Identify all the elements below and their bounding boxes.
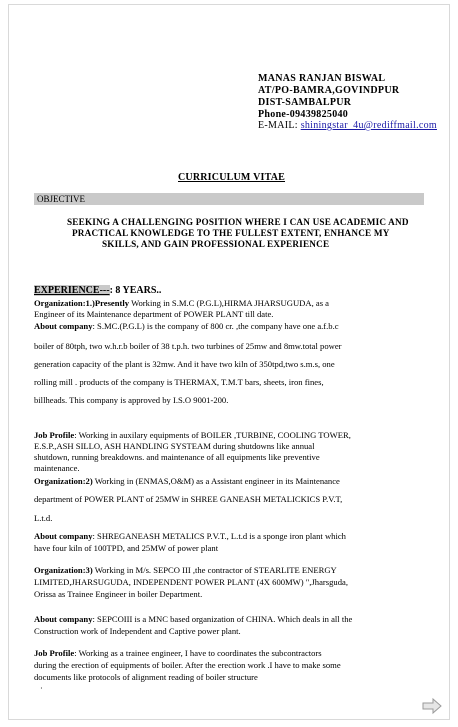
email-link[interactable]: shiningstar_4u@rediffmail.com bbox=[300, 120, 437, 131]
document-title: CURRICULUM VITAE bbox=[178, 172, 286, 183]
objective-heading: OBJECTIVE bbox=[34, 193, 424, 205]
job3-line-2: during the erection of equipments of boiler. After the erection work .I have to make some bbox=[34, 660, 341, 670]
org3-line-2: LIMITED,JHARSUGUDA, INDEPENDENT POWER PLANT (4X 600MW) ",Jharsguda, bbox=[34, 577, 348, 587]
email-row bbox=[258, 120, 437, 132]
org3-line-1 bbox=[34, 565, 337, 576]
address-line-1: AT/PO-BAMRA,GOVINDPUR bbox=[258, 85, 400, 96]
job3-line-1 bbox=[34, 648, 322, 659]
email-label: E-MAIL: bbox=[258, 120, 298, 131]
org1-label: Organization:1.)Presently bbox=[34, 298, 130, 308]
about1-line-4: rolling mill . products of the company is THERMAX, T.M.T bars, sheets, iron fines, bbox=[34, 377, 324, 387]
next-page-button[interactable] bbox=[420, 696, 444, 716]
objective-line-2: PRACTICAL KNOWLEDGE TO THE FULLEST EXTENT, ENHANCE MY bbox=[72, 228, 390, 238]
candidate-name: MANAS RANJAN BISWAL bbox=[258, 73, 386, 84]
objective-line-3: SKILLS, AND GAIN PROFESSIONAL EXPERIENCE bbox=[102, 239, 330, 249]
job3-label: Job Profile bbox=[34, 648, 75, 658]
about1-line-1 bbox=[34, 321, 339, 332]
job3-text: : Working as a trainee engineer, I have to coordinates the subcontractors bbox=[74, 648, 322, 658]
org1-line-1 bbox=[34, 298, 329, 309]
experience-label: EXPERIENCE--- bbox=[34, 285, 110, 296]
about3-line-1 bbox=[34, 614, 352, 625]
org2-label: Organization:2) bbox=[34, 476, 93, 486]
about1-label: About company bbox=[34, 321, 93, 331]
about1-line-5: billheads. This company is approved by I.S.O 9001-200. bbox=[34, 395, 229, 405]
job1-label: Job Profile bbox=[34, 430, 75, 440]
org1-text: Working in S.M.C (P.G.L),HIRMA JHARSUGUDA, as a bbox=[129, 298, 329, 308]
address-line-2: DIST-SAMBALPUR bbox=[258, 97, 352, 108]
about1-line-3: generation capacity of the plant is 32mw. And it have two kiln of 350tpd,two s.m.s, one bbox=[34, 359, 335, 369]
about3-text: : SEPCOIII is a MNC based organization of CHINA. Which deals in all the bbox=[92, 614, 353, 624]
org1-line-2: Engineer of its Maintenance department of POWER PLANT till date. bbox=[34, 309, 274, 319]
about1-line-2: boiler of 80tph, two w.h.r.b boiler of 38 t.p.h. two turbines of 25mw and 8mw.total power bbox=[34, 341, 342, 351]
about2-line-2: have four kiln of 100TPD, and 25MW of power plant bbox=[34, 543, 219, 553]
org3-label: Organization:3) bbox=[34, 565, 93, 575]
experience-heading bbox=[34, 285, 161, 296]
job3-line-3: documents like protocols of alignment reading of boiler structure bbox=[34, 672, 258, 682]
org3-text: Working in M/s. SEPCO III ,the contractor of STEARLITE ENERGY bbox=[92, 565, 337, 575]
about3-label: About company bbox=[34, 614, 93, 624]
objective-line-1: SEEKING A CHALLENGING POSITION WHERE I CAN USE ACADEMIC AND bbox=[67, 217, 409, 227]
job1-line-2: E.S.P.,ASH SILLO, ASH HANDLING SYSTEAM during shutdowns like annual bbox=[34, 441, 315, 451]
about2-text: : SHREGANEASH METALICS P.V.T., L.t.d is a sponge iron plant which bbox=[92, 531, 346, 541]
phone-number: Phone-09439825040 bbox=[258, 109, 349, 120]
about2-label: About company bbox=[34, 531, 93, 541]
about3-line-2: Construction work of Independent and Captive power plant. bbox=[34, 626, 241, 636]
org2-text: Working in (ENMAS,O&M) as a Assistant engineer in its Maintenance bbox=[92, 476, 340, 486]
arrow-right-icon bbox=[420, 696, 444, 716]
org3-line-3: Orissa as Trainee Engineer in boiler Department. bbox=[34, 589, 203, 599]
job1-text: : Working in auxilary equipments of BOILER ,TURBINE, COOLING TOWER, bbox=[74, 430, 351, 440]
bullet-dot: · bbox=[40, 683, 43, 693]
job1-line-4: maintenance. bbox=[34, 463, 80, 473]
about1-text: : S.MC.(P.G.L) is the company of 800 cr. ,the company have one a.f.b.c bbox=[92, 321, 339, 331]
about2-line-1 bbox=[34, 531, 346, 542]
job1-line-3: shutdown, running breakdowns. and maintenance of all equipments like preventive bbox=[34, 452, 320, 462]
job1-line-1 bbox=[34, 430, 351, 441]
org2-line-2: department of POWER PLANT of 25MW in SHREE GANEASH METALICKICS P.V.T, bbox=[34, 494, 343, 504]
org2-line-1 bbox=[34, 476, 340, 487]
experience-years: : 8 YEARS.. bbox=[109, 285, 162, 296]
org2-line-3: L.t.d. bbox=[34, 513, 53, 523]
